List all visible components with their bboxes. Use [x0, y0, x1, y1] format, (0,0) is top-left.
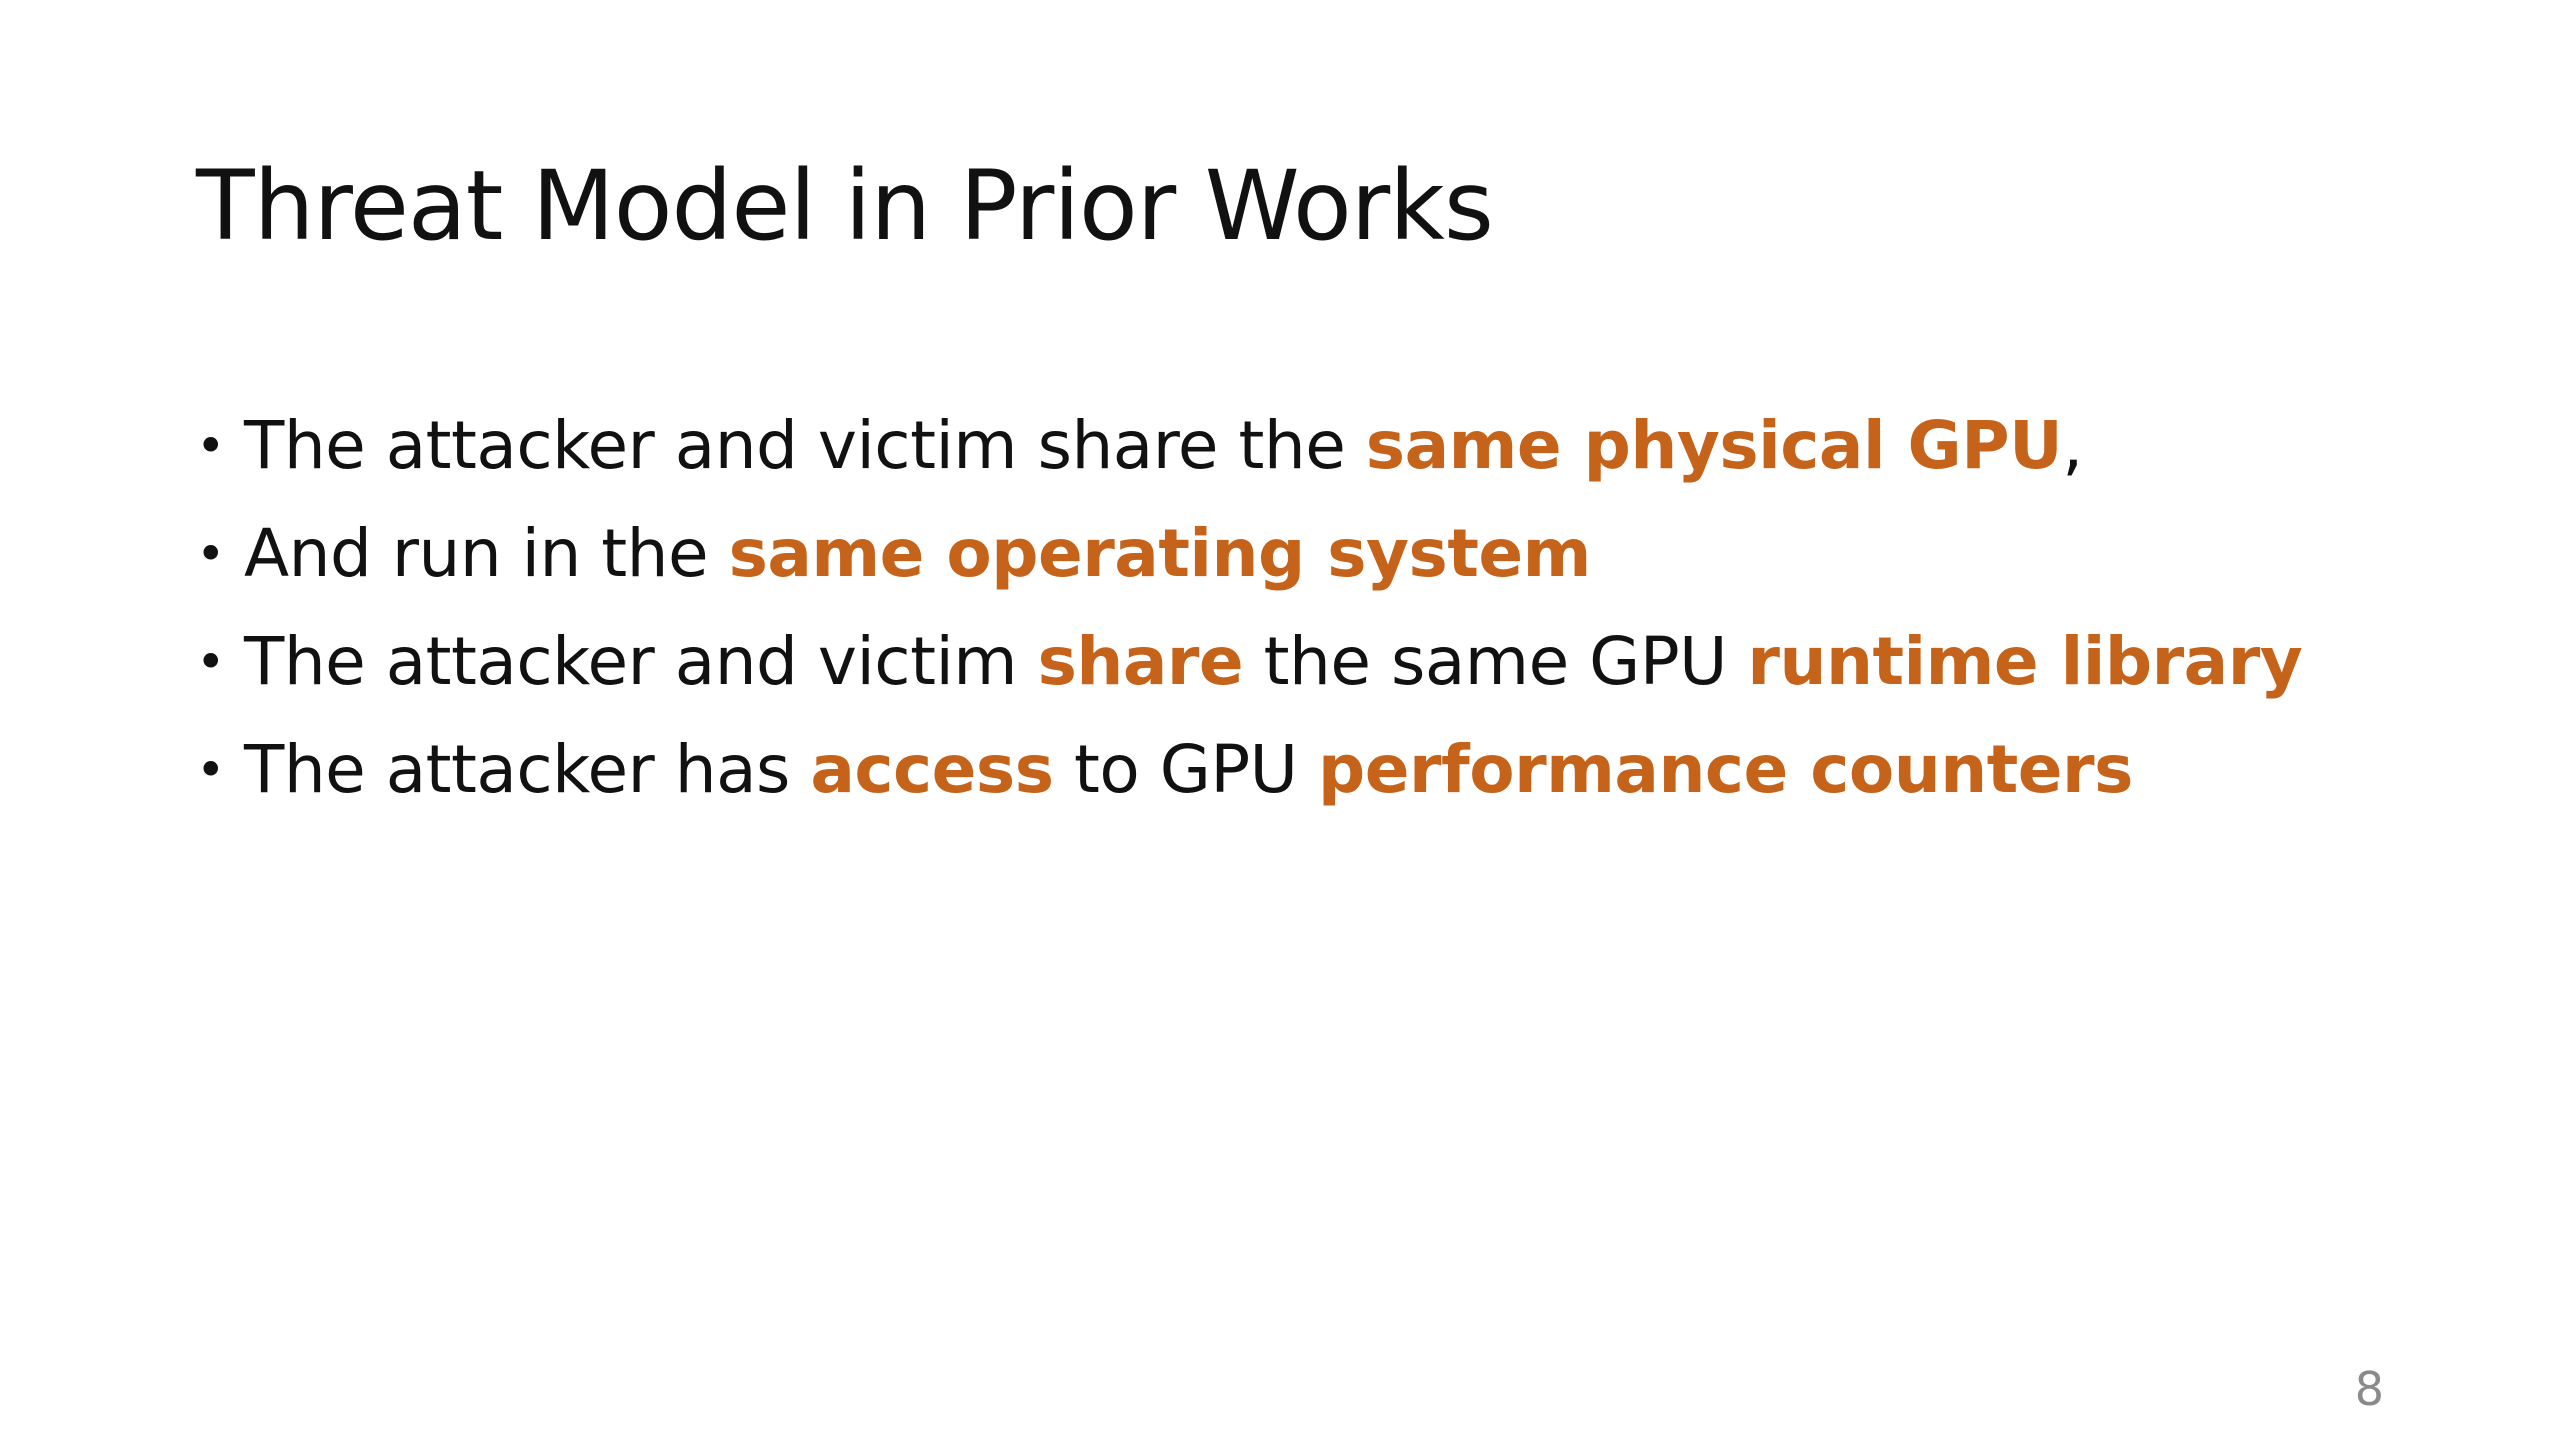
highlighted-text: performance counters [1317, 731, 2133, 808]
bullet-dot-icon: • [196, 633, 225, 691]
bullet-dot-icon: • [196, 741, 225, 799]
bullet-text: , [2062, 407, 2083, 484]
bullet-text: The attacker and victim [244, 623, 1038, 700]
bullet-dot-icon: • [196, 417, 225, 475]
bullet-text: And run in the [244, 515, 729, 592]
bullet-text: the same GPU [1243, 623, 1748, 700]
page-number: 8 [2354, 1362, 2384, 1416]
highlighted-text: share [1037, 623, 1244, 700]
bullet-text: The attacker and victim share the [244, 407, 1366, 484]
highlighted-text: same physical GPU [1365, 407, 2063, 484]
bullet-item [196, 716, 2302, 824]
bullet-list [196, 392, 2302, 824]
slide-title: Threat Model in Prior Works [196, 150, 1493, 262]
highlighted-text: access [810, 731, 1054, 808]
bullet-item [196, 392, 2302, 500]
bullet-item [196, 500, 2302, 608]
bullet-text: to GPU [1053, 731, 1318, 808]
bullet-dot-icon: • [196, 525, 225, 583]
highlighted-text: same operating system [728, 515, 1591, 592]
bullet-text: The attacker has [244, 731, 811, 808]
bullet-item [196, 608, 2302, 716]
highlighted-text: runtime library [1747, 623, 2303, 700]
